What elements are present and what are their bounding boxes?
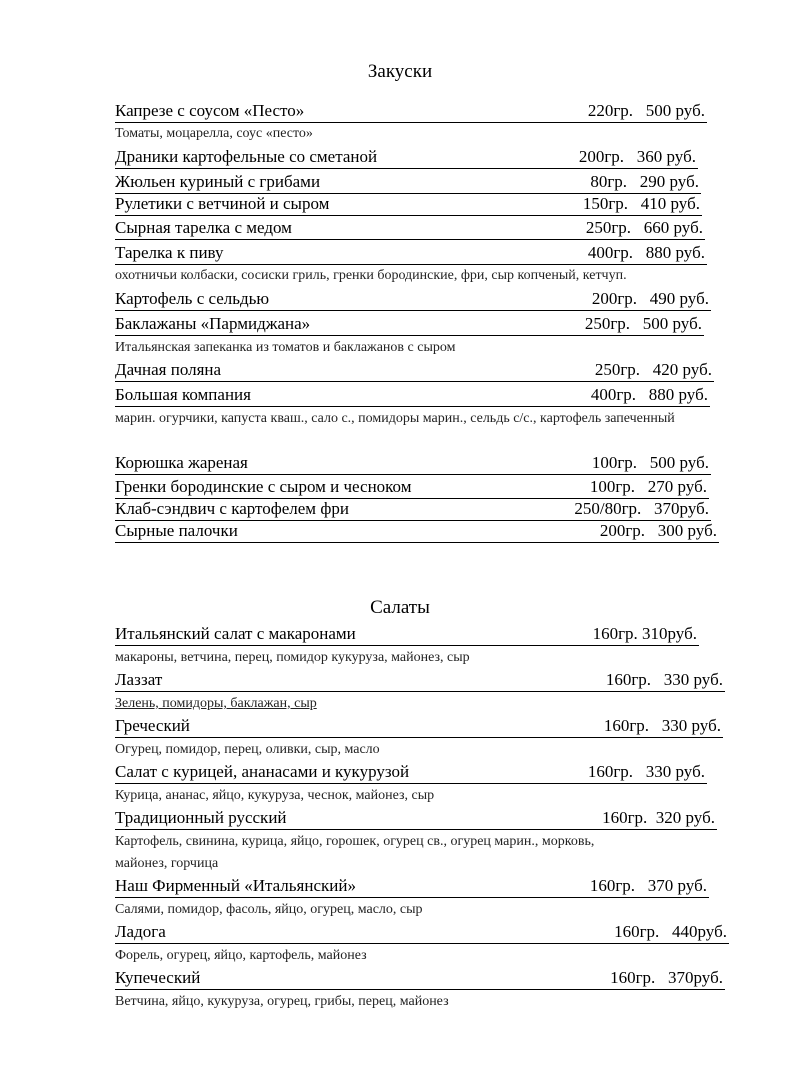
item-name: Дачная поляна bbox=[115, 360, 222, 379]
item-name: Капрезе с соусом «Песто» bbox=[115, 101, 305, 120]
menu-item-row bbox=[115, 716, 723, 738]
item-description: макароны, ветчина, перец, помидор кукуруза, майонез, сыр bbox=[115, 650, 470, 665]
item-name: Драники картофельные со сметаной bbox=[115, 147, 378, 166]
item-description: Томаты, моцарелла, соус «песто» bbox=[115, 126, 313, 141]
menu-item-row bbox=[115, 147, 698, 169]
menu-item-row bbox=[115, 314, 704, 336]
item-price: 100гр. 500 руб. bbox=[591, 453, 709, 472]
item-price: 250гр. 500 руб. bbox=[584, 314, 702, 333]
item-description: Огурец, помидор, перец, оливки, сыр, масло bbox=[115, 742, 380, 757]
item-name: Традиционный русский bbox=[115, 808, 287, 827]
menu-item-row bbox=[115, 385, 710, 407]
menu-item-row bbox=[115, 922, 729, 944]
item-name: Итальянский салат с макаронами bbox=[115, 624, 356, 643]
section-title-salaty: Салаты bbox=[370, 597, 430, 618]
item-name: Купеческий bbox=[115, 968, 201, 987]
item-price: 400гр. 880 руб. bbox=[587, 243, 705, 262]
item-description: Форель, огурец, яйцо, картофель, майонез bbox=[115, 948, 367, 963]
item-name: Сырная тарелка с медом bbox=[115, 218, 292, 237]
item-price: 160гр. 330 руб. bbox=[587, 762, 705, 781]
item-price: 200гр. 300 руб. bbox=[599, 521, 717, 540]
item-name: Наш Фирменный «Итальянский» bbox=[115, 876, 356, 895]
menu-item-row bbox=[115, 172, 701, 194]
menu-item-row bbox=[115, 360, 714, 382]
item-price: 250гр. 420 руб. bbox=[594, 360, 712, 379]
item-description: Картофель, свинина, курица, яйцо, горошек, огурец св., огурец марин., морковь, майонез, горчица bbox=[115, 834, 595, 871]
menu-item-row bbox=[115, 808, 717, 830]
item-price: 160гр. 440руб. bbox=[614, 922, 727, 941]
item-name: Ладога bbox=[115, 922, 166, 941]
item-price: 160гр. 320 руб. bbox=[602, 808, 715, 827]
item-price: 100гр. 270 руб. bbox=[589, 477, 707, 496]
item-description: Курица, ананас, яйцо, кукуруза, чеснок, майонез, сыр bbox=[115, 788, 435, 803]
menu-item-row bbox=[115, 218, 705, 240]
menu-item-row bbox=[115, 243, 707, 265]
item-name: Салат с курицей, ананасами и кукурузой bbox=[115, 762, 410, 781]
item-price: 250гр. 660 руб. bbox=[585, 218, 703, 237]
item-name: Сырные палочки bbox=[115, 521, 238, 540]
item-name: Греческий bbox=[115, 716, 190, 735]
item-name: Корюшка жареная bbox=[115, 453, 248, 472]
menu-item-row bbox=[115, 499, 711, 521]
item-name: Картофель с сельдью bbox=[115, 289, 270, 308]
menu-item-row bbox=[115, 289, 711, 311]
menu-item-row bbox=[115, 194, 702, 216]
item-name: Большая компания bbox=[115, 385, 251, 404]
item-name: Гренки бородинские с сыром и чесноком bbox=[115, 477, 412, 496]
item-price: 160гр. 330 руб. bbox=[603, 716, 721, 735]
menu-item-row bbox=[115, 453, 711, 475]
item-price: 200гр. 490 руб. bbox=[591, 289, 709, 308]
item-description: Зелень, помидоры, баклажан, сыр bbox=[115, 696, 317, 711]
item-price: 250/80гр. 370руб. bbox=[574, 499, 709, 518]
section-title-zakuski: Закуски bbox=[367, 61, 433, 82]
item-price: 160гр. 310руб. bbox=[592, 624, 697, 643]
item-name: Тарелка к пиву bbox=[115, 243, 224, 262]
item-description: охотничьи колбаски, сосиски гриль, гренки бородинские, фри, сыр копченый, кетчуп. bbox=[115, 268, 627, 283]
item-description: Ветчина, яйцо, кукуруза, огурец, грибы, перец, майонез bbox=[115, 994, 449, 1009]
item-description: Салями, помидор, фасоль, яйцо, огурец, масло, сыр bbox=[115, 902, 423, 917]
menu-item-row bbox=[115, 670, 725, 692]
item-description: марин. огурчики, капуста кваш., сало с., помидоры марин., сельдь с/с., картофель запеченный bbox=[115, 411, 675, 426]
item-name: Лаззат bbox=[115, 670, 163, 689]
menu-item-row bbox=[115, 968, 725, 990]
menu-item-row bbox=[115, 762, 707, 784]
item-name: Жюльен куриный с грибами bbox=[115, 172, 321, 191]
item-price: 400гр. 880 руб. bbox=[590, 385, 708, 404]
item-price: 160гр. 370руб. bbox=[610, 968, 723, 987]
item-price: 160гр. 330 руб. bbox=[605, 670, 723, 689]
item-description: Итальянская запеканка из томатов и баклажанов с сыром bbox=[115, 340, 456, 355]
menu-item-row bbox=[115, 624, 699, 646]
item-price: 160гр. 370 руб. bbox=[589, 876, 707, 895]
menu-item-row bbox=[115, 521, 719, 543]
item-name: Клаб-сэндвич с картофелем фри bbox=[115, 499, 349, 518]
item-price: 220гр. 500 руб. bbox=[587, 101, 705, 120]
menu-item-row bbox=[115, 477, 709, 499]
item-name: Баклажаны «Пармиджана» bbox=[115, 314, 311, 333]
item-name: Рулетики с ветчиной и сыром bbox=[115, 194, 330, 213]
item-price: 80гр. 290 руб. bbox=[590, 172, 699, 191]
item-price: 200гр. 360 руб. bbox=[578, 147, 696, 166]
item-price: 150гр. 410 руб. bbox=[582, 194, 700, 213]
menu-item-row bbox=[115, 876, 709, 898]
menu-item-row bbox=[115, 101, 707, 123]
